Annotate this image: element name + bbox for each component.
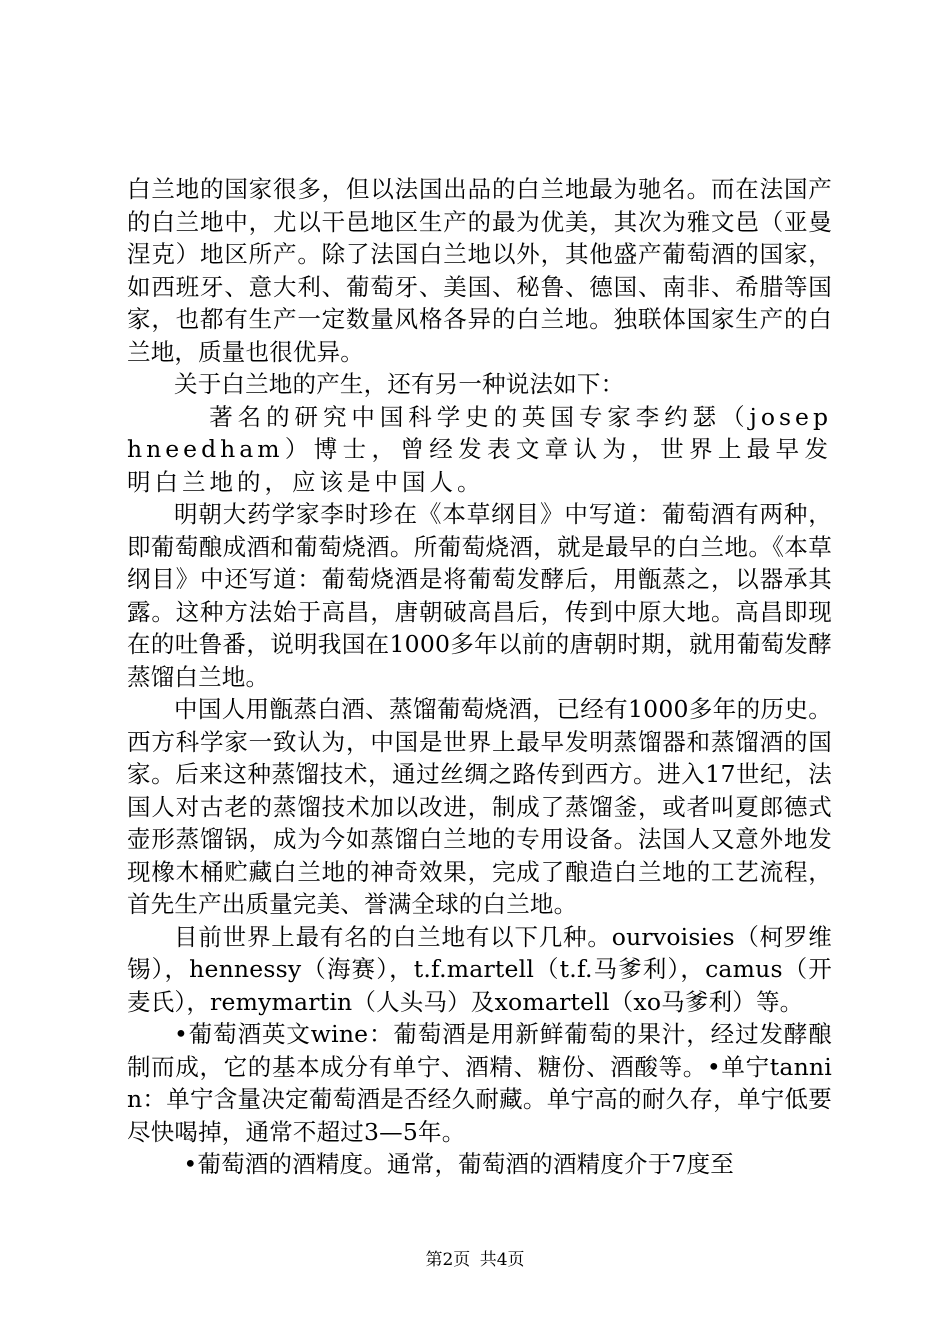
paragraph-brandy-countries: 白兰地的国家很多，但以法国出品的白兰地最为驰名。而在法国产的白兰地中，尤以干邑地区生产的最为优美，其次为雅文邑（亚曼涅克）地区所产。除了法国白兰地以外，其他盛产葡萄酒的国家，如西班牙、意大利、葡萄牙、美国、秘鲁、德国、南非、希腊等国家，也都有生产一定数量风格各异的白兰地。独联体国家生产的白兰地，质量也很优异。 xyxy=(127,175,832,366)
page-number: 第2页 xyxy=(425,1250,471,1270)
page-total: 共4页 xyxy=(479,1250,525,1270)
document-body xyxy=(127,173,832,1181)
paragraph-needham: 著名的研究中国科学史的英国专家李约瑟（josephneedham）博士，曾经发表文章认为，世界上最早发明白兰地的，应该是中国人。 xyxy=(127,402,832,496)
paragraph-alcohol-content: •葡萄酒的酒精度。通常，葡萄酒的酒精度介于7度至 xyxy=(183,1150,735,1178)
paragraph-origin-intro: 关于白兰地的产生，还有另一种说法如下： xyxy=(174,370,625,398)
paragraph-bencao-gangmu: 明朝大药学家李时珍在《本草纲目》中写道：葡萄酒有两种，即葡萄酿成酒和葡萄烧酒。所葡萄烧酒，就是最早的白兰地。《本草纲目》中还写道：葡萄烧酒是将葡萄发酵后，用甑蒸之，以器承其露。这种方法始于高昌，唐朝破高昌后，传到中原大地。高昌即现在的吐鲁番，说明我国在1000多年以前的唐朝时期，就用葡萄发酵蒸馏白兰地。 xyxy=(127,500,832,691)
page-footer xyxy=(0,1245,950,1270)
paragraph-famous-brands: 目前世界上最有名的白兰地有以下几种。ourvoisies（柯罗维锡），hennessy（海赛），t.f.martell（t.f.马爹利），camus（开麦氏），remymartin（人头马）及xomartell（xo马爹利）等。 xyxy=(127,922,832,1016)
paragraph-distillation-history: 中国人用甑蒸白酒、蒸馏葡萄烧酒，已经有1000多年的历史。西方科学家一致认为，中国是世界上最早发明蒸馏器和蒸馏酒的国家。后来这种蒸馏技术，通过丝绸之路传到西方。进入17世纪，法国人对古老的蒸馏技术加以改进，制成了蒸馏釜，或者叫夏郎德式壶形蒸馏锅，成为今如蒸馏白兰地的专用设备。法国人又意外地发现橡木桶贮藏白兰地的神奇效果，完成了酿造白兰地的工艺流程，首先生产出质量完美、誉满全球的白兰地。 xyxy=(127,695,832,918)
paragraph-wine-definition: •葡萄酒英文wine：葡萄酒是用新鲜葡萄的果汁，经过发酵酿制而成，它的基本成分有单宁、酒精、糖份、酒酸等。•单宁tannin：单宁含量决定葡萄酒是否经久耐藏。单宁高的耐久存，单宁低要尽快喝掉，通常不超过3—5年。 xyxy=(127,1020,832,1146)
